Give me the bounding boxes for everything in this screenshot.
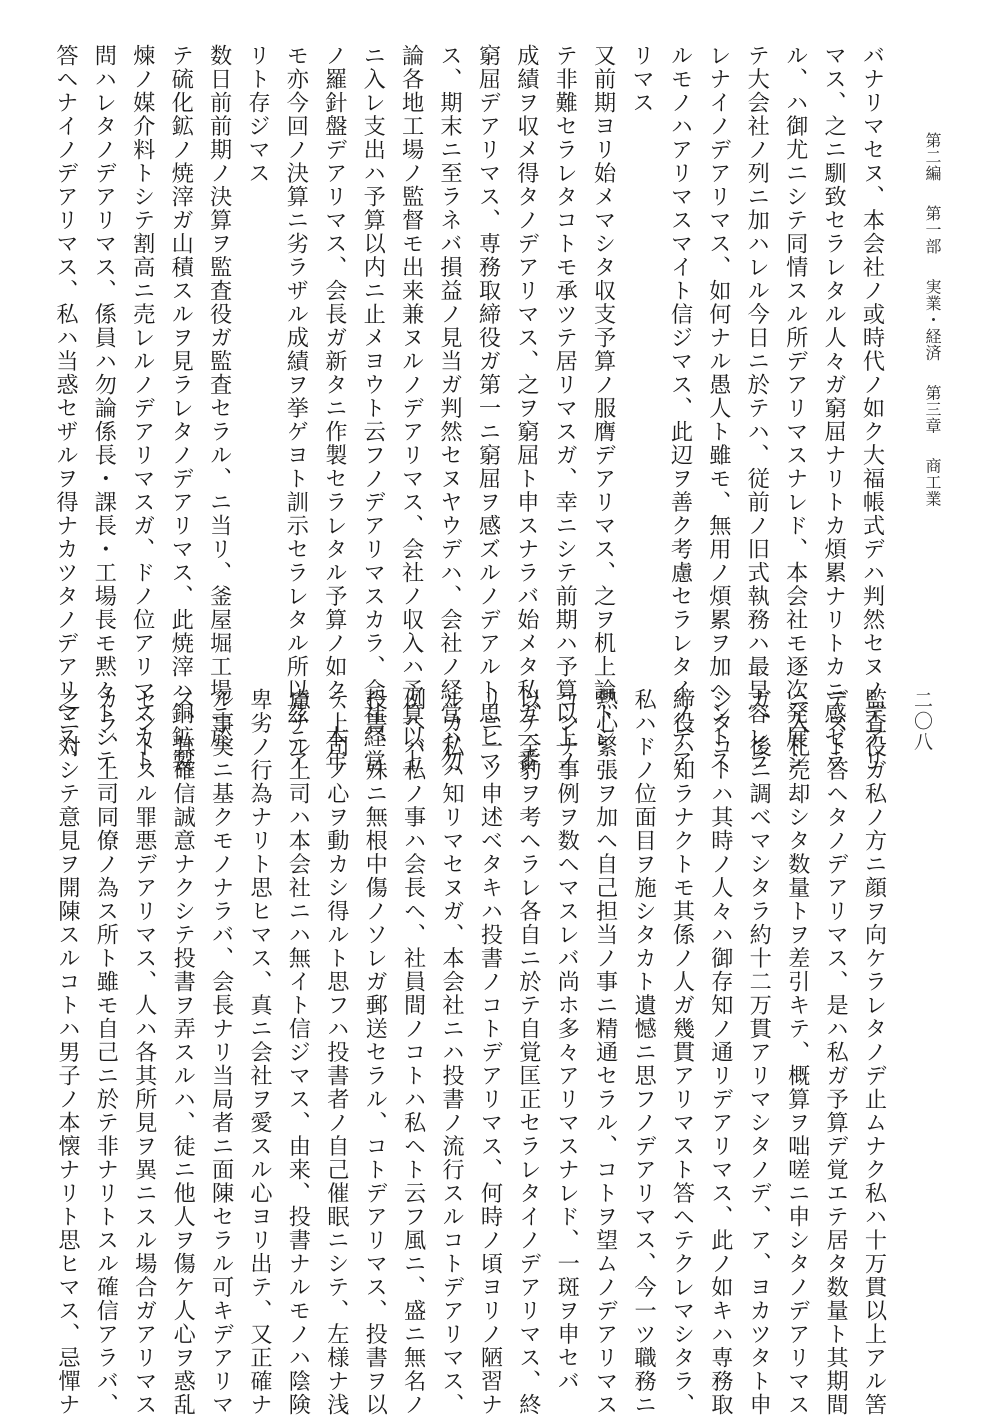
text-column: マス、之ニ馴致セラレタル人々ガ窮屈ナリトカ煩累ナリトカニ感ゼラ xyxy=(820,44,847,773)
header-part: 第二編 xyxy=(923,132,942,182)
text-column: 又前期ヨリ始メマシタ収支予算ノ服膺デアリマス、之ヲ机上論トシ xyxy=(590,44,617,749)
text-column: 投書、殊ニ無根中傷ノソレガ郵送セラル、コトデアリマス、投書ヲ以 xyxy=(361,688,388,1417)
text-column: デスト答ヘタノデアリマス、是ハ私ガ予算デ覚エテ居タ数量ト其期間 xyxy=(822,688,849,1417)
text-column: 窮屈デアリマス、専務取締役ガ第一ニ窮屈ヲ感ズルノデアルト思ヒマ xyxy=(474,44,501,773)
text-column: 以テ全豹ヲ考ヘラレ各自ニ於テ自覚匡正セラレタイノデアリマス、終 xyxy=(515,688,542,1417)
page-number: 二〇八 xyxy=(911,690,933,753)
header-section: 第一部 xyxy=(923,205,942,255)
text-column: 慮ナル上司ハ本会社ニハ無イト信ジマス、由来、投書ナルモノハ陰険 xyxy=(284,688,311,1417)
text-column: テ非難セラレタコトモ承ツテ居リマスガ、幸ニシテ前期ハ予算以上ノ xyxy=(551,44,578,773)
text-column: ガ、後ニ調ベマシタラ約十二万貫アリマシタノデ、ア、ヨカツタト申 xyxy=(745,688,772,1417)
text-column: 答ヘナイノデアリマス、私ハ当惑セザルヲ得ナカツタノデアリマス、 xyxy=(52,44,79,773)
text-block-lower xyxy=(54,688,893,1417)
text-column: テ大会社ノ列ニ加ハレル今日ニ於テハ、従前ノ旧式執務ハ最早容レラ xyxy=(743,44,770,773)
text-column: テ硫化鉱ノ焼滓ガ山積スルヲ見ラレタノデアリマス、此焼滓ハ銅鉱製 xyxy=(167,44,194,773)
text-column: セントスル罪悪デアリマス、人ハ各其所見ヲ異ニスル場合ガアリマス xyxy=(131,688,158,1417)
text-column: モ亦今回ノ決算ニ劣ラザル成績ヲ挙ゲヨト訓示セラレタル所以茲ニア xyxy=(282,44,309,773)
text-column: ニ入レ支出ハ予算以内ニ止メヨウト云フノデアリマスカラ、会社経営 xyxy=(359,44,386,773)
text-column: ルモノハアリマスマイト信ジマス、此辺ヲ善ク考慮セラレタイノデア xyxy=(666,44,693,773)
text-column: リニ一ツ申述ベタキハ投書ノコトデアリマス、何時ノ頃ヨリノ陋習ナ xyxy=(476,688,503,1417)
text-column: 例ヘバ私ノ事ハ会長ヘ、社員間ノコトハ私ヘト云フ風ニ、盛ニ無名ノ xyxy=(400,688,427,1417)
text-column: ノ羅針盤デアリマス、会長ガ新タニ作製セラレタル予算ノ如ク、本年 xyxy=(321,44,348,773)
text-column: リマス xyxy=(628,44,655,115)
text-column: テ上司ノ心ヲ動カシ得ルト思フハ投書者ノ自己催眠ニシテ、左様ナ浅 xyxy=(323,688,350,1417)
text-column: 私ハドノ位面目ヲ施シタカト遺憾ニ思フノデアリマス、今一ツ職務ニ xyxy=(630,688,657,1417)
text-column: 熱心緊張ヲ加ヘ自己担当ノ事ニ精通セラル、コトヲ望ムノデアリマス xyxy=(592,688,619,1417)
text-column: レナイノデアリマス、如何ナル愚人ト雖モ、無用ノ煩累ヲ加ヘントス xyxy=(705,44,732,773)
text-column: 問ハレタノデアリマス、係員ハ勿論係長・課長・工場長モ黙々トシテ xyxy=(90,44,117,773)
text-column: ス、期末ニ至ラネバ損益ノ見当ガ判然セヌヤウデハ、会社ノ経営ハ勿 xyxy=(436,44,463,773)
text-column: 成績ヲ収メ得タノデアリマス、之ヲ窮屈ト申スナラバ始メタ私ガ一番 xyxy=(513,44,540,773)
text-column: コンナ事例ヲ数ヘマスレバ尚ホ多々アリマスナレド、一斑ヲ申セバ xyxy=(553,688,580,1393)
text-column: シタコトハ其時ノ人々ハ御存知ノ通リデアリマス、此ノ如キハ専務取 xyxy=(707,688,734,1417)
header-chapter: 第三章 xyxy=(923,384,942,434)
header-chapter-title: 商工業 xyxy=(923,457,942,507)
header-topic: 実業・経済 xyxy=(923,278,942,361)
text-column: リト存ジマス xyxy=(244,44,271,185)
text-column: ル事実ニ基クモノナラバ、会長ナリ当局者ニ面陳セラル可キデアリマ xyxy=(208,688,235,1417)
text-column: ニ入札売却シタ数量トヲ差引キテ、概算ヲ咄嗟ニ申シタノデアリマス xyxy=(784,688,811,1417)
running-header xyxy=(921,132,944,507)
text-column: 卑劣ノ行為ナリト思ヒマス、真ニ会社ヲ愛スル心ヨリ出テ、又正確ナ xyxy=(246,688,273,1417)
text-block-upper xyxy=(52,44,891,773)
text-column: 煉ノ媒介料トシテ割高ニ売レルノデアリマスガ、ドノ位アリマスカト xyxy=(129,44,156,773)
text-column: カラ、上司同僚ノ為ス所ト雖モ自己ニ於テ非ナリトスル確信アラバ、 xyxy=(92,688,119,1417)
text-column: ス、其確信誠意ナクシテ投書ヲ弄スルハ、徒ニ他人ヲ傷ケ人心ヲ惑乱 xyxy=(169,688,196,1417)
text-column: 論各地工場ノ監督モ出来兼ヌルノデアリマス、会社ノ収入ハ予算以上 xyxy=(398,44,425,773)
text-column: ルカ私ハ知リマセヌガ、本会社ニハ投書ノ流行スルコトデアリマス、 xyxy=(438,688,465,1417)
text-column: ル、ハ御尤ニシテ同情スル所デアリマスナレド、本会社モ逐次発展シ xyxy=(782,44,809,773)
text-column: 監査役ガ私ノ方ニ顔ヲ向ケラレタノデ止ムナク私ハ十万貫以上アル筈 xyxy=(861,688,887,1417)
text-column: バナリマセヌ、本会社ノ或時代ノ如ク大福帳式デハ判然セヌノデアリ xyxy=(859,44,885,773)
text-column: 之ニ対シテ意見ヲ開陳スルコトハ男子ノ本懐ナリト思ヒマス、忌憚ナ xyxy=(54,688,81,1417)
text-column: 数日前前期ノ決算ヲ監査役ガ監査セラル、ニ当リ、釜屋堀工場ニ於 xyxy=(206,44,233,749)
text-column: 締役ハ知ラナクトモ其係ノ人ガ幾貫アリマスト答ヘテクレマシタラ、 xyxy=(668,688,695,1417)
